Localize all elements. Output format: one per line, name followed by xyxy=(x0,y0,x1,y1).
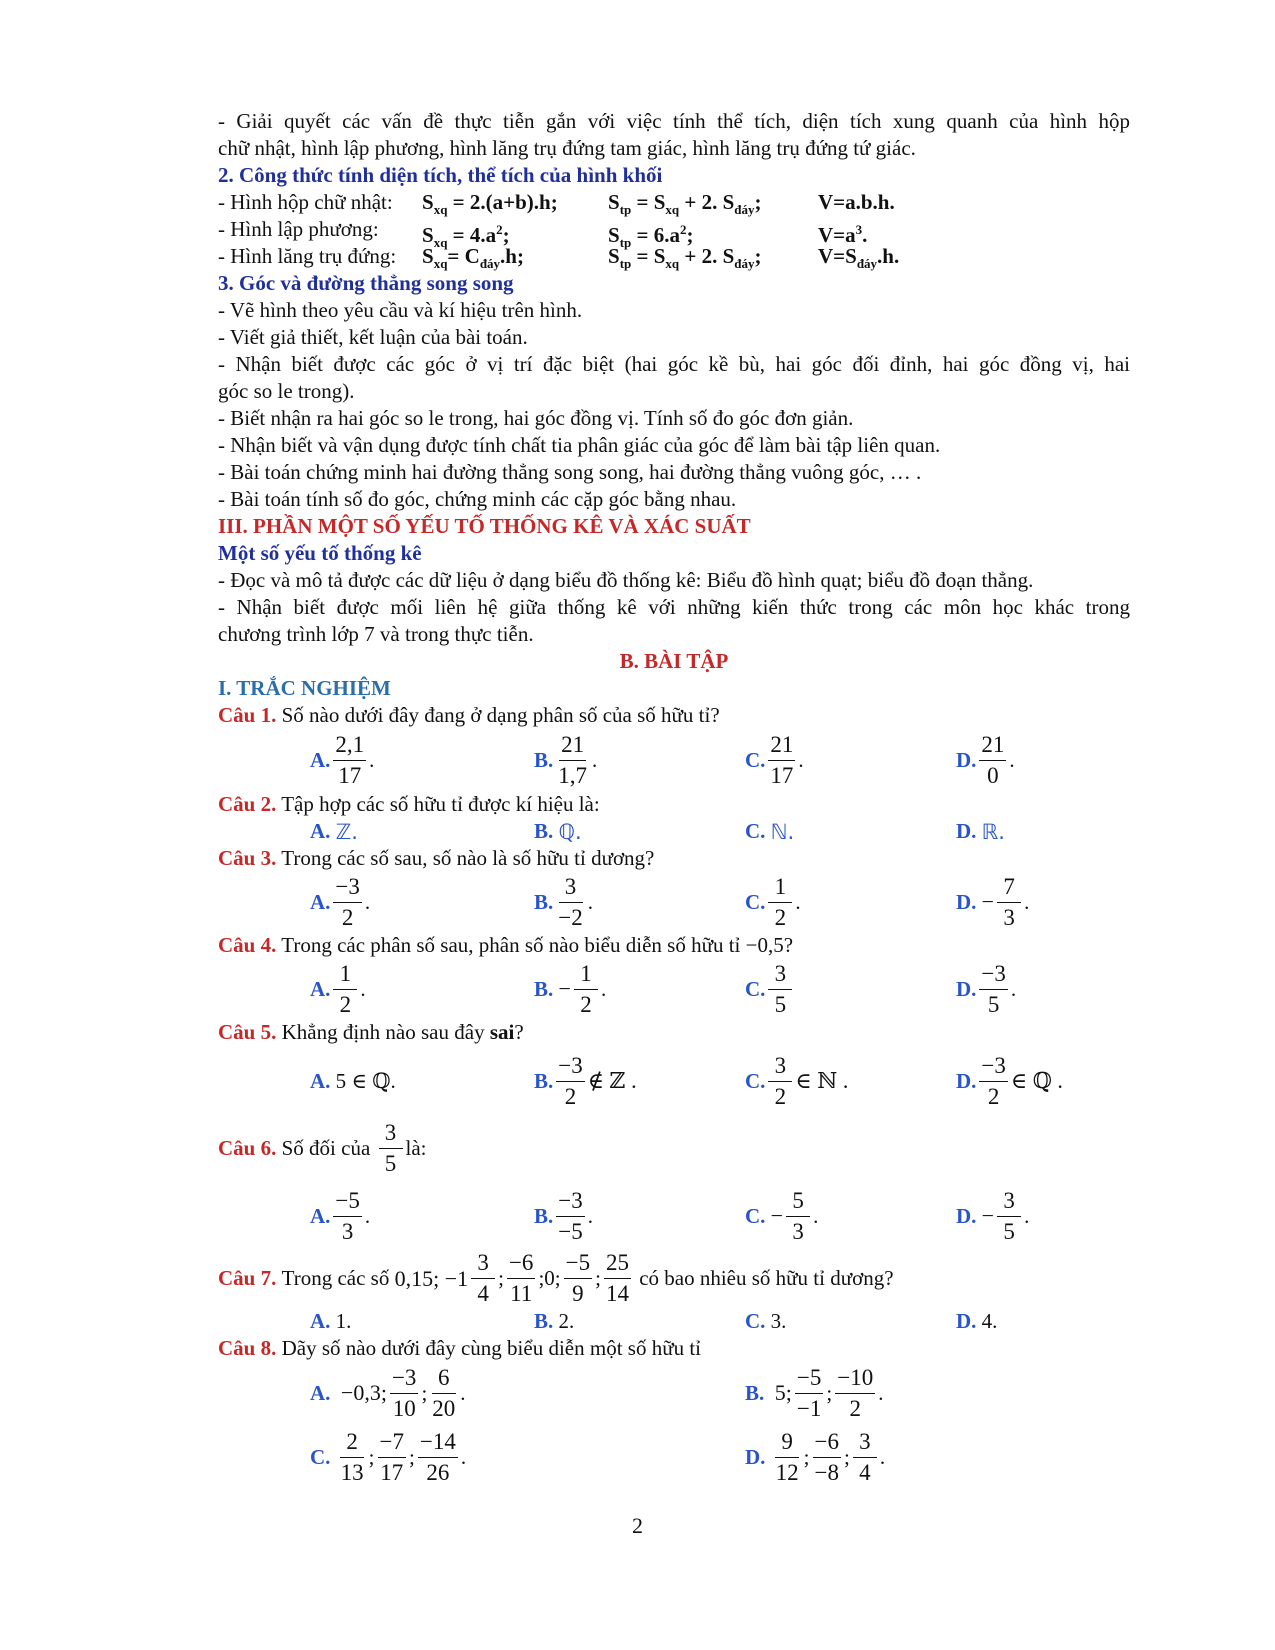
option-b[interactable]: B. $\frac{-3}{2}$ ∉ ℤ . xyxy=(534,1052,637,1109)
option-b[interactable]: B. 5; $\frac{-5}{-1}$ ; $\frac{-10}{2}$ . xyxy=(745,1364,884,1421)
option-a[interactable]: A. 5 ∈ ℚ . xyxy=(310,1068,396,1093)
formula-v: $V=S_{đáy}.h$. xyxy=(818,244,900,272)
question-emphasis: sai xyxy=(489,1020,515,1044)
formula-stp: $S_{tp} = S_{xq} + 2$. $S_{đáy}$; xyxy=(608,190,762,218)
section-3-line: - Viết giả thiết, kết luận của bài toán. xyxy=(218,325,528,349)
option-a[interactable]: A. $\frac{1}{2}$ . xyxy=(310,960,366,1017)
formula-row-box xyxy=(218,189,1130,216)
question-label: Câu 4. xyxy=(218,933,277,957)
number-list: 0,15; −1 xyxy=(394,1265,469,1291)
question-8 xyxy=(218,1335,1130,1362)
section-3-title: 3. Góc và đường thẳng song song xyxy=(218,271,514,295)
option-d[interactable]: D. − $\frac{7}{3}$ . xyxy=(956,873,1030,930)
formula-name: - Hình lập phương: xyxy=(218,217,379,241)
option-c[interactable]: C. $\frac{21}{17}$ . xyxy=(745,731,804,788)
question-text: Trong các số xyxy=(281,1265,390,1290)
option-b[interactable]: B. − $\frac{1}{2}$ . xyxy=(534,960,607,1017)
part-3-title: III. PHẦN MỘT SỐ YẾU TỐ THỐNG KÊ VÀ XÁC SUẤT xyxy=(218,514,751,538)
option-c[interactable]: C. − $\frac{5}{3}$ . xyxy=(745,1187,819,1244)
document-page xyxy=(218,108,1130,1490)
part-3-subtitle: Một số yếu tố thống kê xyxy=(218,541,422,565)
question-text: Dãy số nào dưới đây cùng biểu diễn một số hữu tỉ xyxy=(281,1336,702,1360)
question-5: Câu 5. Khẳng định nào sau đây sai? xyxy=(218,1020,524,1044)
section-3-line: - Vẽ hình theo yêu cầu và kí hiệu trên hình. xyxy=(218,298,583,322)
question-label: Câu 8. xyxy=(218,1336,277,1360)
option-a[interactable]: A. $\frac{-3}{2}$ . xyxy=(310,873,371,930)
section-2-title: 2. Công thức tính diện tích, thể tích của hình khối xyxy=(218,163,663,187)
question-7: Câu 7. Trong các số 0,15; −1 $\frac{3}{4}$ ; $\frac{-6}{11}$ ;0; $\frac{-5}{9}$ ; $\frac{25}{14}$ có bao nhiêu số hữu tỉ dương? xyxy=(218,1249,894,1306)
option-b[interactable]: B. $\frac{-3}{-5}$ . xyxy=(534,1187,593,1244)
question-7-options xyxy=(218,1308,1130,1335)
formula-stp: $S_{tp} = 6.a^2$; xyxy=(608,222,694,251)
question-4-options xyxy=(218,959,1130,1019)
question-label: Câu 1. xyxy=(218,703,277,727)
option-c[interactable]: C. $\frac{2}{13}$ ; $\frac{-7}{17}$ ; $\frac{-14}{26}$ . xyxy=(310,1428,467,1485)
question-text: Khẳng định nào sau đây xyxy=(281,1020,485,1044)
option-d[interactable]: D. 4. xyxy=(956,1309,998,1333)
option-a[interactable]: A. −0,3; $\frac{-3}{10}$ ; $\frac{6}{20}$ . xyxy=(310,1364,466,1421)
option-d[interactable]: D. $\frac{21}{0}$ . xyxy=(956,731,1015,788)
option-d[interactable]: D. $\frac{-3}{2}$ ∈ ℚ . xyxy=(956,1052,1063,1109)
option-c[interactable]: C. 3. xyxy=(745,1309,787,1333)
part-3-line: chương trình lớp 7 và trong thực tiễn. xyxy=(218,622,534,646)
question-label: Câu 3. xyxy=(218,846,277,870)
section-3-line: - Bài toán chứng minh hai đường thẳng song song, hai đường thẳng vuông góc, … . xyxy=(218,460,922,484)
intro-line-2: chữ nhật, hình lập phương, hình lăng trụ đứng tam giác, hình lăng trụ đứng tứ giác. xyxy=(218,136,916,160)
question-3-options xyxy=(218,872,1130,932)
question-text: Trong các phân số sau, phân số nào biểu diễn số hữu tỉ −0,5? xyxy=(281,933,794,957)
section-3-line: - Nhận biết được các góc ở vị trí đặc biệt (hai góc kề bù, hai góc đối đỉnh, hai góc đồng vị, hai xyxy=(218,352,1130,376)
option-d[interactable]: D. ℝ. xyxy=(956,819,1005,844)
intro-line-1: - Giải quyết các vấn đề thực tiễn gắn với việc tính thể tích, diện tích xung quanh của hình hộp xyxy=(218,109,1130,133)
formula-sxq: $S_{xq} = 4.a^2$; xyxy=(422,222,510,251)
formula-v: V=a.b.h. xyxy=(818,190,895,214)
question-label: Câu 7. xyxy=(218,1265,277,1290)
option-a[interactable]: A. $\frac{2,1}{17}$ . xyxy=(310,731,375,788)
formula-sxq: $S_{xq}= C_{đáy}.h$; xyxy=(422,244,524,272)
question-1 xyxy=(218,702,1130,729)
option-d[interactable]: D. $\frac{-3}{5}$ . xyxy=(956,960,1017,1017)
question-label: Câu 6. xyxy=(218,1135,277,1160)
option-c[interactable]: C. $\frac{3}{5}$ xyxy=(745,959,795,1019)
formula-name: - Hình lăng trụ đứng: xyxy=(218,244,397,268)
question-6: Câu 6. Số đối của $\frac{3}{5}$ là: xyxy=(218,1119,427,1176)
question-1-options xyxy=(218,729,1130,791)
option-a[interactable]: A. 1. xyxy=(310,1309,352,1333)
exercise-title: B. BÀI TẬP xyxy=(619,649,729,673)
part-3-line: - Đọc và mô tả được các dữ liệu ở dạng biểu đồ thống kê: Biểu đồ hình quạt; biểu đồ đoạn thẳng. xyxy=(218,568,1034,592)
option-a[interactable]: A. $\frac{-5}{3}$ . xyxy=(310,1187,371,1244)
option-b[interactable]: B. $\frac{21}{1,7}$ . xyxy=(534,731,598,788)
option-d[interactable]: D. − $\frac{3}{5}$ . xyxy=(956,1187,1030,1244)
formula-name: - Hình hộp chữ nhật: xyxy=(218,190,393,214)
option-b[interactable]: B. 2. xyxy=(534,1309,575,1333)
question-text: Tập hợp các số hữu tỉ được kí hiệu là: xyxy=(281,792,600,816)
part-3-line: - Nhận biết được mối liên hệ giữa thống kê với những kiến thức trong các môn học khác trong xyxy=(218,595,1130,619)
question-2-options xyxy=(218,818,1130,845)
section-3-line: - Biết nhận ra hai góc so le trong, hai góc đồng vị. Tính số đo góc đơn giản. xyxy=(218,406,854,430)
multiple-choice-title: I. TRẮC NGHIỆM xyxy=(218,676,391,700)
question-8-options xyxy=(218,1362,1130,1490)
formula-row-cube xyxy=(218,216,1130,251)
question-4 xyxy=(218,932,1130,959)
option-c[interactable]: C. $\frac{3}{2}$ ∈ ℕ . xyxy=(745,1052,849,1109)
option-c[interactable]: C. ℕ. xyxy=(745,819,795,844)
question-text: Số đối của xyxy=(281,1135,371,1160)
formula-row-prism xyxy=(218,243,1130,270)
option-d[interactable]: D. $\frac{9}{12}$ ; $\frac{-6}{-8}$ ; $\frac{3}{4}$ . xyxy=(745,1428,886,1485)
section-3-line: - Bài toán tính số đo góc, chứng minh các cặp góc bằng nhau. xyxy=(218,487,737,511)
option-a[interactable]: A. ℤ. xyxy=(310,819,358,844)
question-5-options xyxy=(218,1046,1130,1116)
question-6-options xyxy=(218,1180,1130,1248)
option-b[interactable]: B. $\frac{3}{-2}$ . xyxy=(534,873,593,930)
formula-sxq: $S_{xq} = 2.(a+b).h$; xyxy=(422,190,558,218)
formula-stp: $S_{tp} = S_{xq} + 2$. $S_{đáy}$; xyxy=(608,244,762,272)
formula-v: $V=a^3$. xyxy=(818,222,868,247)
question-3 xyxy=(218,845,1130,872)
question-text: Trong các số sau, số nào là số hữu tỉ dương? xyxy=(281,846,655,870)
question-label: Câu 2. xyxy=(218,792,277,816)
option-c[interactable]: C. $\frac{1}{2}$ . xyxy=(745,873,801,930)
option-b[interactable]: B. ℚ. xyxy=(534,819,582,844)
question-2 xyxy=(218,791,1130,818)
section-3-line: - Nhận biết và vận dụng được tính chất tia phân giác của góc để làm bài tập liên quan. xyxy=(218,433,941,457)
page-number: 2 xyxy=(632,1513,643,1538)
question-label: Câu 5. xyxy=(218,1020,277,1044)
question-text: Số nào dưới đây đang ở dạng phân số của số hữu tỉ? xyxy=(281,703,720,727)
section-3-line: góc so le trong). xyxy=(218,379,355,403)
